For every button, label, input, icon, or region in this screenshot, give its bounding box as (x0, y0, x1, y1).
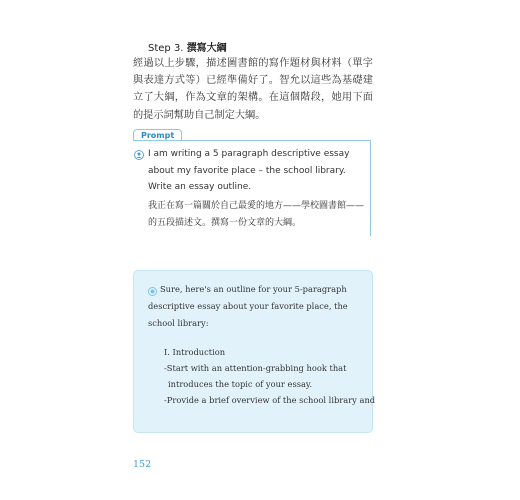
reply-intro-text: Sure, here's an outline for your 5-paragraph descriptive essay about your favorite place, the school library: (148, 284, 348, 328)
step-label: Step 3. (148, 43, 184, 54)
page-number: 152 (133, 459, 152, 470)
prompt-chinese: 我正在寫一篇關於自己最愛的地方——學校圖書館——的五段描述文。撰寫一份文章的大綱。 (148, 201, 365, 228)
reply-bullet-2: -Provide a brief overview of the school library and (164, 395, 376, 405)
intro-paragraph: 經過以上步驟，描述圖書館的寫作題材與材料（單字與表達方式等）已經準備好了。智允以這些為基礎建立了大綱，作為文章的架構。在這個階段，她用下面的提示詞幫助自己制定大綱。 (133, 58, 373, 121)
step-heading (148, 39, 227, 54)
reply-section-heading: I. Introduction (164, 347, 226, 357)
reply-bullet-1a: -Start with an attention-grabbing hook that (164, 363, 347, 373)
prompt-english: I am writing a 5 paragraph descriptive essay about my favorite place – the school library. Write an essay outline. (148, 149, 350, 192)
reply-bullet-1b: introduces the topic of your essay. (168, 379, 313, 389)
step-title: 撰寫大綱 (186, 43, 227, 54)
user-icon (134, 150, 144, 160)
prompt-tag: Prompt (133, 129, 182, 141)
reply-intro (148, 281, 358, 332)
